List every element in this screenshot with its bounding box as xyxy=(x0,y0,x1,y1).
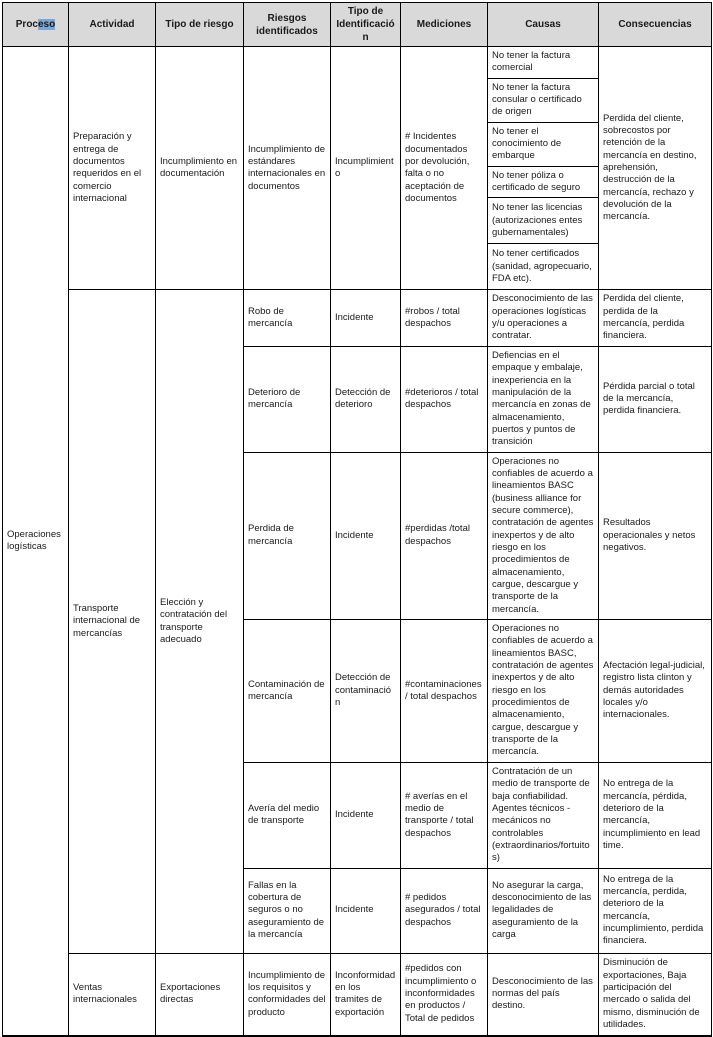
header-cell-tipo-identificacion: Tipo de Identificación xyxy=(331,3,401,47)
cell-tipo-id-fallas-seguros: Incidente xyxy=(331,868,401,953)
header-row xyxy=(3,3,712,47)
cell-consecuencias-robo: Perdida del cliente, perdida de la mercancía, perdida financiera. xyxy=(599,290,712,346)
cell-consecuencias-exportaciones: Disminución de exportaciones, Baja participación del mercado o salida del mismo, disminución de utilidades. xyxy=(599,953,712,1036)
cell-consecuencias-averia: No entrega de la mercancía, pérdida, deterioro de la mercancía, incumplimiento en lead time. xyxy=(599,762,712,868)
header-cell-consecuencias: Consecuencias xyxy=(599,3,712,47)
cell-mediciones-perdida: #perdidas /total despachos xyxy=(401,452,488,619)
cell-tipo-id-robo: Incidente xyxy=(331,290,401,346)
cell-tipo-riesgo-exportaciones: Exportaciones directas xyxy=(156,953,244,1036)
table-row xyxy=(3,47,712,79)
header-cell-proceso xyxy=(3,3,69,47)
cell-riesgo-contaminacion: Contaminación de mercancía xyxy=(244,620,331,763)
header-cell-tipo-riesgo: Tipo de riesgo xyxy=(156,3,244,47)
cell-causa-factura-consular: No tener la factura consular o certificado de origen xyxy=(488,78,599,122)
cell-causa-licencias: No tener las licencias (autorizaciones entes gubernamentales) xyxy=(488,198,599,244)
cell-causas-deterioro: Defiencias en el empaque y embalaje, inexperiencia en la manipulación de la mercancía en zonas de almacenamiento, puertos y puntos de transición xyxy=(488,346,599,452)
cell-mediciones-robo: #robos / total despachos xyxy=(401,290,488,346)
cell-tipo-riesgo-documentacion: Incumplimiento en documentación xyxy=(156,47,244,290)
cell-causas-perdida: Operaciones no confiables de acuerdo a lineamientos BASC (business alliance for secure commerce), contratación de agentes inexpertos y de alto riesgo en los procedimientos de almacenamiento, cargue, descargue y transporte de la mercancía. xyxy=(488,452,599,619)
cell-causas-averia: Contratación de un medio de transporte de baja confiabilidad. Agentes técnicos - mecánicos no controlables (extraordinarios/fortuitos) xyxy=(488,762,599,868)
cell-riesgo-requisitos: Incumplimiento de los requisitos y conformidades del producto xyxy=(244,953,331,1036)
table-row xyxy=(3,953,712,1036)
cell-tipo-id-incumplimiento: Incumplimiento xyxy=(331,47,401,290)
cell-tipo-id-inconformidad: Inconformidad en los tramites de exportación xyxy=(331,953,401,1036)
risk-matrix-table xyxy=(2,2,712,1037)
cell-actividad-documentos: Preparación y entrega de documentos requeridos en el comercio internacional xyxy=(69,47,156,290)
cell-tipo-id-contaminacion: Detección de contaminación xyxy=(331,620,401,763)
cell-actividad-ventas: Ventas internacionales xyxy=(69,953,156,1036)
cell-causas-fallas-seguros: No asegurar la carga, desconocimiento de las legalidades de aseguramiento de la carga xyxy=(488,868,599,953)
cell-mediciones-fallas-seguros: # pedidos asegurados / total despachos xyxy=(401,868,488,953)
cell-riesgo-perdida: Perdida de mercancía xyxy=(244,452,331,619)
header-cell-mediciones: Mediciones xyxy=(401,3,488,47)
cell-causa-conocimiento-embarque: No tener el conocimiento de embarque xyxy=(488,122,599,166)
cell-consecuencias-documentacion: Perdida del cliente, sobrecostos por retención de la mercancía en destino, aprehensión, destrucción de la mercancía, rechazo y devolución de la mercancía. xyxy=(599,47,712,290)
cell-causas-robo: Desconocimiento de las operaciones logísticas y/u operaciones a contratar. xyxy=(488,290,599,346)
cell-riesgo-estandares: Incumplimiento de estándares internacionales en documentos xyxy=(244,47,331,290)
cell-tipo-id-deterioro: Detección de deterioro xyxy=(331,346,401,452)
cell-riesgo-fallas-seguros: Fallas en la cobertura de seguros o no aseguramiento de la mercancía xyxy=(244,868,331,953)
header-cell-riesgos-identificados: Riesgos identificados xyxy=(244,3,331,47)
cell-mediciones-contaminacion: #contaminaciones / total despachos xyxy=(401,620,488,763)
cell-mediciones-incidentes: # Incidentes documentados por devolución, falta o no aceptación de documentos xyxy=(401,47,488,290)
cell-consecuencias-contaminacion: Afectación legal-judicial, registro lista clinton y demás autoridades locales y/o internacionales. xyxy=(599,620,712,763)
cell-proceso: Operaciones logísticas xyxy=(3,47,69,1037)
cell-tipo-id-perdida: Incidente xyxy=(331,452,401,619)
cell-riesgo-averia: Avería del medio de transporte xyxy=(244,762,331,868)
cell-actividad-transporte: Transporte internacional de mercancías xyxy=(69,290,156,953)
cell-consecuencias-fallas-seguros: No entrega de la mercancía, perdida, deterioro de la mercancía, incumplimiento, perdida financiera. xyxy=(599,868,712,953)
cell-causa-poliza: No tener póliza o certificado de seguro xyxy=(488,166,599,198)
cell-consecuencias-perdida: Resultados operacionales y netos negativos. xyxy=(599,452,712,619)
cell-riesgo-deterioro: Deterioro de mercancía xyxy=(244,346,331,452)
cell-mediciones-averia: # averías en el medio de transporte / total despachos xyxy=(401,762,488,868)
cell-consecuencias-deterioro: Pérdida parcial o total de la mercancía, perdida financiera. xyxy=(599,346,712,452)
cell-causa-certificados: No tener certificados (sanidad, agropecuario, FDA etc). xyxy=(488,244,599,290)
proceso-header-text: Proc xyxy=(15,19,38,30)
cell-mediciones-pedidos: #pedidos con incumplimiento o inconformidades en productos / Total de pedidos xyxy=(401,953,488,1036)
header-cell-actividad: Actividad xyxy=(69,3,156,47)
cell-causas-contaminacion: Operaciones no confiables de acuerdo a lineamientos BASC, contratación de agentes inexpertos y de alto riesgo en los procedimientos de almacenamiento, cargue, descargue y transporte de la mercancía. xyxy=(488,620,599,763)
cell-causas-normas-pais: Desconocimiento de las normas del país destino. xyxy=(488,953,599,1036)
table-row xyxy=(3,290,712,346)
cell-causa-factura-comercial: No tener la factura comercial xyxy=(488,47,599,79)
cell-tipo-riesgo-eleccion: Elección y contratación del transporte adecuado xyxy=(156,290,244,953)
proceso-header-selection: eso xyxy=(38,19,56,30)
header-cell-causas: Causas xyxy=(488,3,599,47)
cell-mediciones-deterioro: #deterioros / total despachos xyxy=(401,346,488,452)
cell-riesgo-robo: Robo de mercancía xyxy=(244,290,331,346)
cell-tipo-id-averia: Incidente xyxy=(331,762,401,868)
